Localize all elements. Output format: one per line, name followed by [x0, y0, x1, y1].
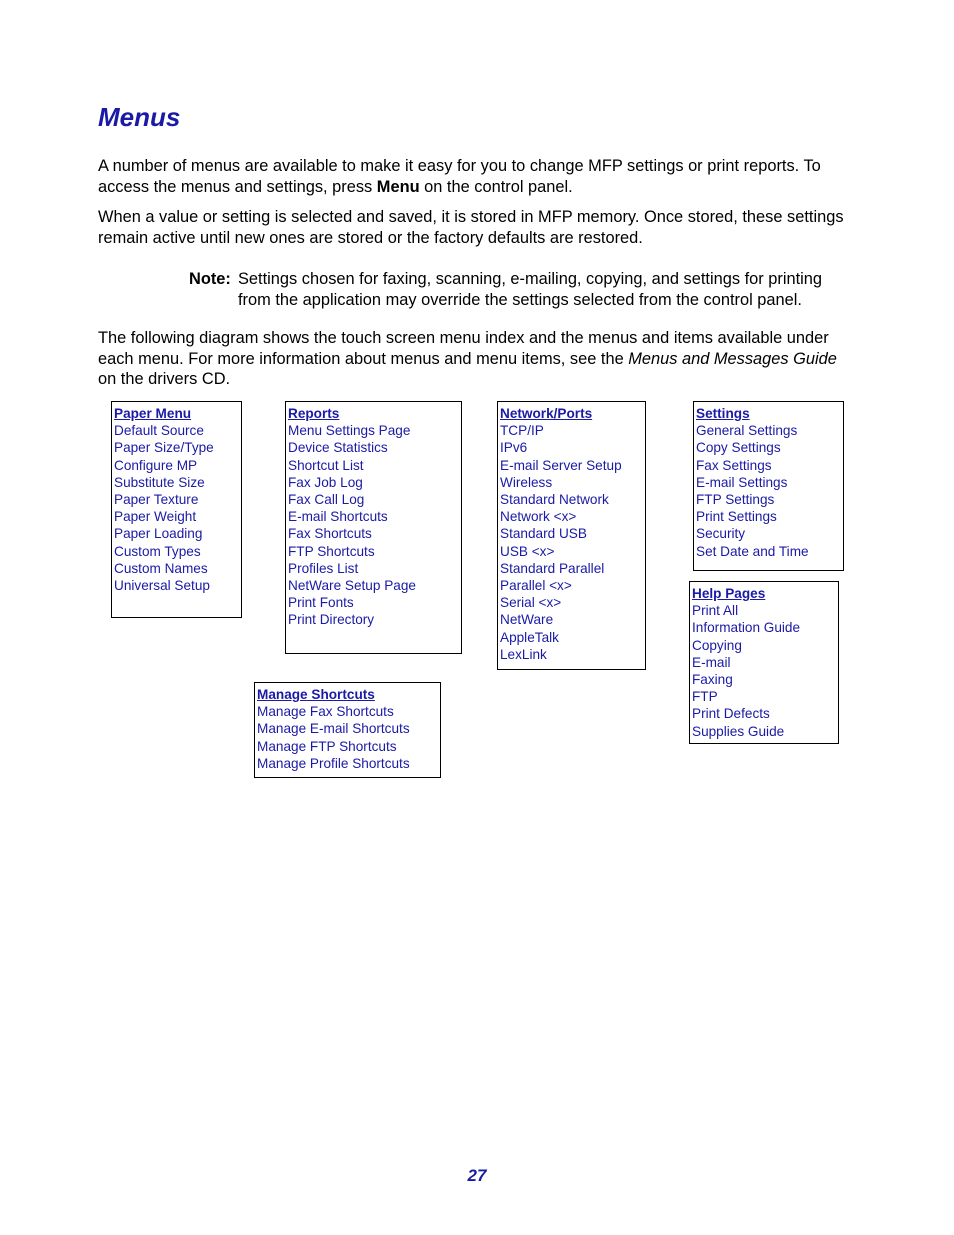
menu-item-copy-settings[interactable]: Copy Settings	[696, 440, 781, 456]
memory-paragraph: When a value or setting is selected and saved, it is stored in MFP memory. Once stored, these settings remain active until new ones are stored or the factory defaults are restored.	[98, 208, 844, 247]
menu-item-custom-types[interactable]: Custom Types	[114, 543, 201, 559]
menu-item-e-mail-shortcuts[interactable]: E-mail Shortcuts	[288, 509, 388, 525]
menu-item-parallel-x[interactable]: Parallel <x>	[500, 578, 572, 594]
menu-item-e-mail-server-setup[interactable]: E-mail Server Setup	[500, 457, 622, 473]
menu-item-print-fonts[interactable]: Print Fonts	[288, 595, 354, 611]
menu-item-ftp-settings[interactable]: FTP Settings	[696, 492, 775, 508]
note-text: Settings chosen for faxing, scanning, e-mailing, copying, and settings for printing from the application may override the settings selected from the control panel.	[238, 270, 823, 309]
help-pages-menu-box	[689, 581, 839, 744]
menu-item-paper-weight[interactable]: Paper Weight	[114, 509, 197, 525]
menu-item-custom-names[interactable]: Custom Names	[114, 560, 208, 576]
settings-menu-header[interactable]: Settings	[696, 406, 750, 421]
menu-item-device-statistics[interactable]: Device Statistics	[288, 440, 388, 456]
paper-menu-box	[111, 401, 242, 618]
menu-item-ftp[interactable]: FTP	[692, 689, 718, 705]
intro-text-end: on the control panel.	[419, 177, 573, 196]
help-menu-header[interactable]: Help Pages	[692, 586, 766, 601]
shortcuts-menu-header[interactable]: Manage Shortcuts	[257, 687, 375, 702]
menu-item-security[interactable]: Security	[696, 526, 746, 542]
manage-shortcuts-menu-box	[254, 682, 441, 778]
menu-item-fax-settings[interactable]: Fax Settings	[696, 457, 772, 473]
menu-item-menu-settings-page[interactable]: Menu Settings Page	[288, 423, 411, 439]
menu-item-usb-x[interactable]: USB <x>	[500, 543, 555, 559]
diagram-intro-end: on the drivers CD.	[98, 370, 231, 388]
menu-item-netware-setup-page[interactable]: NetWare Setup Page	[288, 578, 416, 594]
menu-item-paper-size-type[interactable]: Paper Size/Type	[114, 440, 214, 456]
menu-item-substitute-size[interactable]: Substitute Size	[114, 474, 205, 490]
menu-item-print-defects[interactable]: Print Defects	[692, 706, 770, 722]
menu-item-ipv6[interactable]: IPv6	[500, 440, 528, 456]
menu-item-appletalk[interactable]: AppleTalk	[500, 629, 559, 645]
menu-item-manage-e-mail-shortcuts[interactable]: Manage E-mail Shortcuts	[257, 721, 410, 737]
menu-item-netware[interactable]: NetWare	[500, 612, 554, 628]
intro-text-start: A number of menus are available to make it easy for you to change MFP settings or print reports. To access the menus and settings, press	[98, 157, 821, 196]
settings-menu-box	[693, 401, 844, 571]
menu-item-tcp-ip[interactable]: TCP/IP	[500, 423, 544, 439]
menu-item-copying[interactable]: Copying	[692, 637, 742, 653]
menu-item-fax-job-log[interactable]: Fax Job Log	[288, 474, 363, 490]
menu-item-information-guide[interactable]: Information Guide	[692, 620, 801, 636]
menu-item-fax-shortcuts[interactable]: Fax Shortcuts	[288, 526, 372, 542]
menu-item-network-x[interactable]: Network <x>	[500, 509, 577, 525]
menu-item-set-date-and-time[interactable]: Set Date and Time	[696, 543, 809, 559]
menu-item-fax-call-log[interactable]: Fax Call Log	[288, 492, 365, 508]
menu-item-standard-usb[interactable]: Standard USB	[500, 526, 587, 542]
network-ports-menu-box	[497, 401, 646, 670]
menu-item-manage-ftp-shortcuts[interactable]: Manage FTP Shortcuts	[257, 738, 397, 754]
menu-item-wireless[interactable]: Wireless	[500, 474, 553, 490]
diagram-intro-paragraph	[98, 328, 858, 390]
menu-item-shortcut-list[interactable]: Shortcut List	[288, 457, 364, 473]
menu-keyword: Menu	[376, 177, 420, 196]
menu-item-manage-fax-shortcuts[interactable]: Manage Fax Shortcuts	[257, 704, 394, 720]
menu-item-paper-loading[interactable]: Paper Loading	[114, 526, 203, 542]
menu-item-print-all[interactable]: Print All	[692, 603, 739, 619]
menu-item-supplies-guide[interactable]: Supplies Guide	[692, 723, 785, 739]
menu-item-standard-network[interactable]: Standard Network	[500, 492, 609, 508]
menu-item-print-settings[interactable]: Print Settings	[696, 509, 777, 525]
paper-menu-header[interactable]: Paper Menu	[114, 406, 192, 421]
intro-paragraph	[98, 156, 858, 197]
diagram-intro-start: The following diagram shows the touch screen menu index and the menus and items available under each menu. For more information about menus and menu items, see the	[98, 329, 829, 368]
reports-menu-header[interactable]: Reports	[288, 406, 340, 421]
reports-menu-box	[285, 401, 462, 654]
note-label: Note:	[189, 270, 231, 288]
note-block	[189, 269, 859, 310]
menu-item-e-mail[interactable]: E-mail	[692, 654, 731, 670]
menu-item-lexlink[interactable]: LexLink	[500, 646, 547, 662]
menu-item-print-directory[interactable]: Print Directory	[288, 612, 375, 628]
guide-title: Menus and Messages Guide	[628, 349, 837, 368]
menu-item-faxing[interactable]: Faxing	[692, 672, 733, 688]
menu-item-e-mail-settings[interactable]: E-mail Settings	[696, 474, 788, 490]
page-title: Menus	[98, 102, 181, 132]
menu-item-paper-texture[interactable]: Paper Texture	[114, 492, 199, 508]
menu-item-default-source[interactable]: Default Source	[114, 423, 204, 439]
menu-item-general-settings[interactable]: General Settings	[696, 423, 798, 439]
page-number: 27	[467, 1166, 487, 1185]
menu-item-standard-parallel[interactable]: Standard Parallel	[500, 560, 605, 576]
menu-item-configure-mp[interactable]: Configure MP	[114, 457, 198, 473]
menu-item-ftp-shortcuts[interactable]: FTP Shortcuts	[288, 543, 375, 559]
menu-item-manage-profile-shortcuts[interactable]: Manage Profile Shortcuts	[257, 755, 410, 771]
menu-item-universal-setup[interactable]: Universal Setup	[114, 578, 210, 594]
menu-item-serial-x[interactable]: Serial <x>	[500, 595, 562, 611]
menu-item-profiles-list[interactable]: Profiles List	[288, 560, 359, 576]
network-menu-header[interactable]: Network/Ports	[500, 406, 593, 421]
